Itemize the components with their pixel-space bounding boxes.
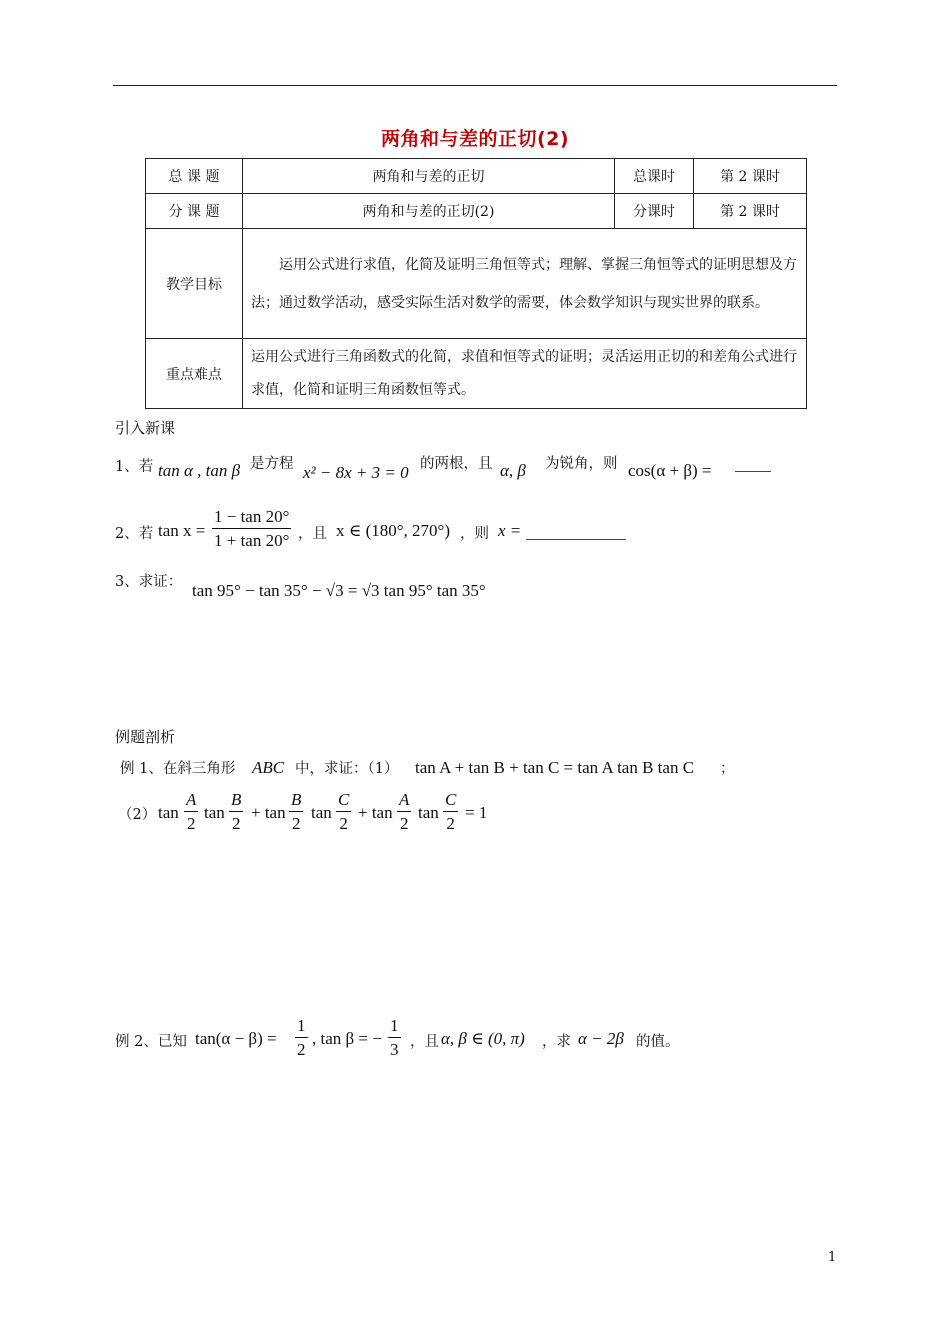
sub-topic-label: 分 课 题 xyxy=(146,194,243,229)
frac-num: 1 xyxy=(388,1016,401,1038)
ex2-text-a: ，且 xyxy=(410,1034,439,1050)
ex2-end: 的值。 xyxy=(636,1034,680,1050)
ex1-eq2-tan-1: tan xyxy=(158,803,179,822)
ex2-ask: α − 2β xyxy=(578,1029,624,1048)
frac-num: A xyxy=(397,790,411,812)
ex1-eq2-frac-6 xyxy=(443,790,458,834)
frac-den: 2 xyxy=(399,814,409,833)
lesson-info-table xyxy=(145,158,807,409)
q1-tan-expr: tan α , tan β xyxy=(158,461,241,480)
ex2-condition: α, β ∈ (0, π) xyxy=(441,1029,525,1048)
q1-answer-blank xyxy=(735,471,771,472)
ex1-equation-1: tan A + tan B + tan C = tan A tan B tan C xyxy=(415,758,695,777)
q2-answer-blank xyxy=(526,539,626,540)
q3-prefix: 3、求证： xyxy=(115,574,183,590)
total-hours-value: 第 2 课时 xyxy=(694,159,807,194)
sub-hours-label: 分课时 xyxy=(615,194,694,229)
ex2-expr-1: tan(α − β) = xyxy=(195,1029,277,1048)
frac-num: B xyxy=(229,790,243,812)
ex2-text-b: ，求 xyxy=(542,1034,571,1050)
q2-text-b: ，则 xyxy=(460,526,489,542)
ex1-eq2-rhs: = 1 xyxy=(465,803,488,822)
q2-numerator: 1 − tan 20° xyxy=(212,507,291,529)
q1-angles: α, β xyxy=(500,461,526,480)
frac-den: 3 xyxy=(390,1040,399,1059)
q1-prefix: 1、若 xyxy=(115,459,154,475)
frac-num: A xyxy=(184,790,198,812)
frac-num: B xyxy=(289,790,303,812)
ex1-eq2-frac-2 xyxy=(229,790,243,834)
key-points-text: 运用公式进行三角函数式的化简，求值和恒等式的证明；灵活运用正切的和差角公式进行求值，化简和证明三角函数恒等式。 xyxy=(243,339,807,409)
frac-den: 2 xyxy=(339,814,348,833)
sub-topic-value: 两角和与差的正切(2) xyxy=(243,194,615,229)
frac-num: C xyxy=(336,790,351,812)
ex1-eq2-tan-2: tan xyxy=(204,803,225,822)
frac-den: 2 xyxy=(186,814,196,833)
q1-text-b: 的两根，且 xyxy=(420,456,493,472)
goals-text: 运用公式进行求值，化简及证明三角恒等式；理解、掌握三角恒等式的证明思想及方法；通过数学活动，感受实际生活对数学的需要，体会数学知识与现实世界的联系。 xyxy=(243,229,807,339)
ex1-eq2-frac-3 xyxy=(289,790,303,834)
ex1-part2-label: （2） xyxy=(118,807,157,823)
ex1-eq2-frac-4 xyxy=(336,790,351,834)
ex1-triangle: ABC xyxy=(252,758,285,777)
q2-lhs: tan x = xyxy=(158,521,206,540)
ex1-text: 中，求证：（1） xyxy=(295,761,399,777)
q1-text-c: 为锐角，则 xyxy=(545,456,618,472)
section-examples-heading: 例题剖析 xyxy=(115,728,176,746)
q1-equation: x² − 8x + 3 = 0 xyxy=(303,463,409,482)
ex1-eq2-frac-5 xyxy=(397,790,411,834)
q2-fraction xyxy=(212,507,291,551)
ex1-end: ； xyxy=(720,761,735,777)
page-title: 两角和与差的正切(2) xyxy=(380,128,570,150)
ex1-eq2-tan-4: tan xyxy=(311,803,332,822)
ex1-prefix: 例 1、在斜三角形 xyxy=(120,761,236,777)
q2-text-a: ，且 xyxy=(298,526,327,542)
ex2-expr-2: , tan β = − xyxy=(312,1029,382,1048)
ex1-eq2-tan-3: + tan xyxy=(251,803,286,822)
page-number: 1 xyxy=(828,1250,837,1265)
q2-prefix: 2、若 xyxy=(115,526,154,542)
section-intro-heading: 引入新课 xyxy=(115,419,176,437)
total-topic-label: 总 课 题 xyxy=(146,159,243,194)
frac-num: 1 xyxy=(295,1016,308,1038)
frac-den: 2 xyxy=(446,814,455,833)
header-rule xyxy=(113,85,837,86)
q1-text-a: 是方程 xyxy=(250,456,294,472)
ex1-eq2-tan-5: + tan xyxy=(358,803,393,822)
frac-den: 2 xyxy=(297,1040,306,1059)
frac-den: 2 xyxy=(231,814,241,833)
q1-ask: cos(α + β) = xyxy=(628,461,712,480)
ex1-eq2-frac-1 xyxy=(184,790,198,834)
frac-den: 2 xyxy=(291,814,301,833)
q2-denominator: 1 + tan 20° xyxy=(214,531,290,550)
ex1-eq2-tan-6: tan xyxy=(418,803,439,822)
sub-hours-value: 第 2 课时 xyxy=(694,194,807,229)
total-hours-label: 总课时 xyxy=(615,159,694,194)
goals-label: 教学目标 xyxy=(146,229,243,339)
frac-num: C xyxy=(443,790,458,812)
ex2-prefix: 例 2、已知 xyxy=(115,1034,187,1050)
ex2-frac-1 xyxy=(295,1016,308,1060)
total-topic-value: 两角和与差的正切 xyxy=(243,159,615,194)
key-points-label: 重点难点 xyxy=(146,339,243,409)
q3-equation: tan 95° − tan 35° − √3 = √3 tan 95° tan 35° xyxy=(192,581,486,600)
ex2-frac-2 xyxy=(388,1016,401,1060)
q2-condition: x ∈ (180°, 270°) xyxy=(336,521,451,540)
q2-ask: x = xyxy=(498,521,522,540)
